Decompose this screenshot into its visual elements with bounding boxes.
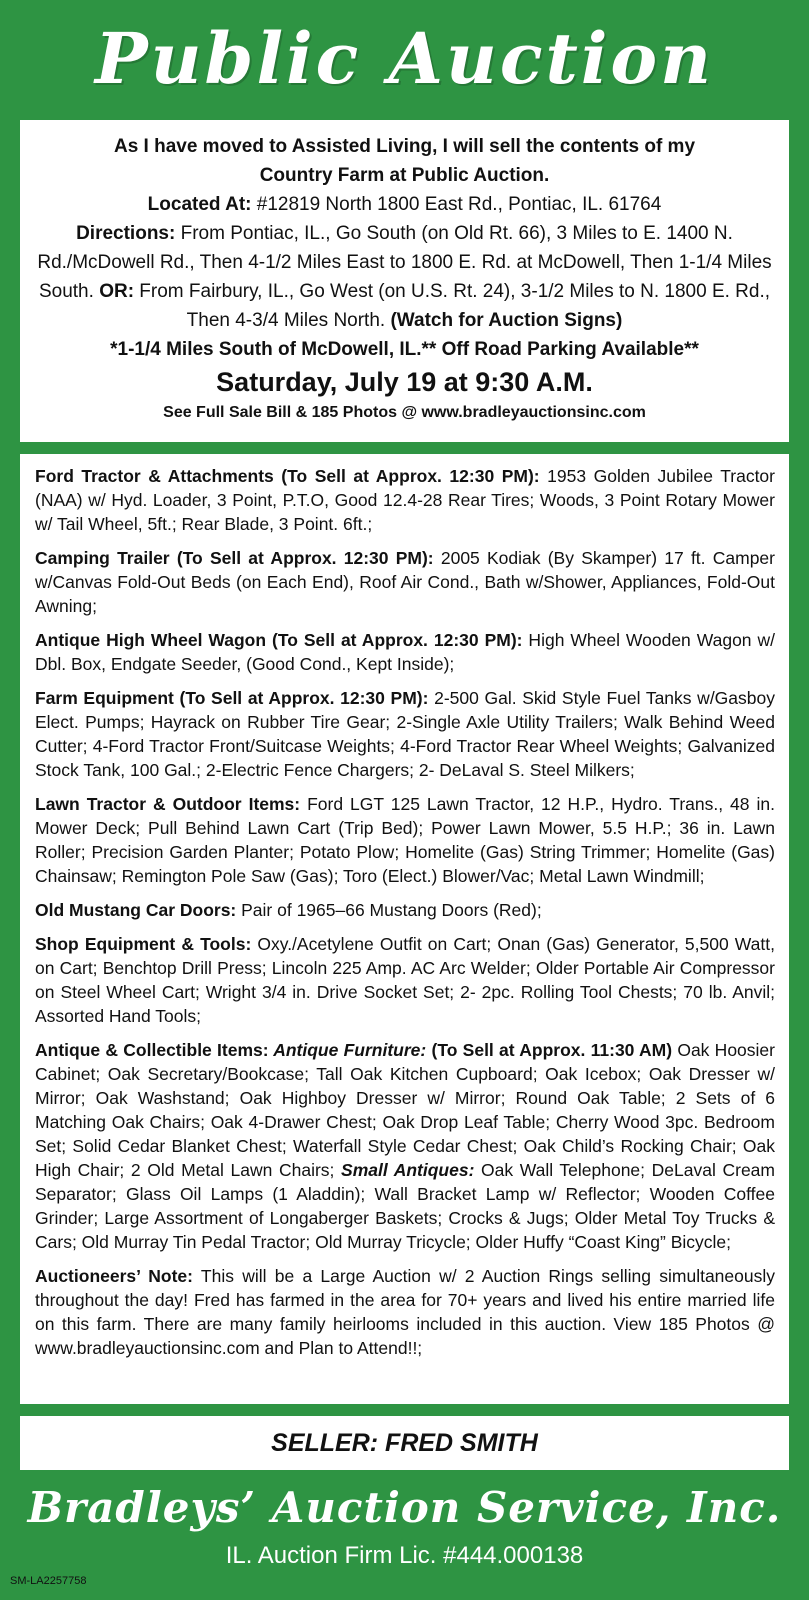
section-camping-trailer (35, 546, 775, 618)
section-text: Pair of 1965–66 Mustang Doors (Red); (236, 900, 542, 920)
section-lawn-tractor (35, 792, 775, 888)
section-text: Oak Hoosier Cabinet; Oak Secretary/Bookcase; Tall Oak Kitchen Cupboard; Oak Icebox; Oak Dresser w/ Mirror; Oak Washstand; Oak Highboy Dresser w/ Mirror; Round Oak Table; 2 Sets of 6 Matching Oak Chairs; Oak 4-Drawer Chest; Oak Drop Leaf Table; Cherry Wood 3pc. Bedroom Set; Solid Cedar Blanket Chest; Waterfall Style Cedar Chest; Oak Child’s Rocking Chair; Oak High Chair; 2 Old Metal Lawn Chairs; (35, 1040, 775, 1180)
section-text: 2-500 Gal. Skid Style Fuel Tanks w/Gasboy Elect. Pumps; Hayrack on Rubber Tire Gear; 2-Single Axle Utility Trailers; Walk Behind Weed Cutter; 4-Ford Tractor Front/Suitcase Weights; 4-Ford Tractor Rear Wheel Weights; Galvanized Stock Tank, 100 Gal.; 2-Electric Fence Chargers; 2- DeLaval S. Steel Milkers; (35, 688, 775, 780)
section-heading: Antique & Collectible Items: (35, 1040, 269, 1060)
section-heading: Shop Equipment & Tools: (35, 934, 252, 954)
section-heading: Lawn Tractor & Outdoor Items: (35, 794, 301, 814)
intro-box (20, 120, 789, 442)
section-text: Ford LGT 125 Lawn Tractor, 12 H.P., Hydro. Trans., 48 in. Mower Deck; Pull Behind Lawn Cart (Trip Bed); Power Lawn Mower, 5.5 H.P.; 36 in. Lawn Roller; Precision Garden Planter; Potato Plow; Homelite (Gas) String Trimmer; Homelite (Gas) Chainsaw; Remington Pole Saw (Gas); Toro (Elect.) Blower/Vac; Metal Lawn Windmill; (35, 794, 775, 886)
section-text: Oxy./Acetylene Outfit on Cart; Onan (Gas) Generator, 5,500 Watt, on Cart; Benchtop Drill Press; Lincoln 225 Amp. AC Arc Welder; Older Portable Air Compressor on Steel Wheel Cart; Wright 3/4 in. Drive Socket Set; 2- 2pc. Rolling Tool Chests; 70 lb. Anvil; Assorted Hand Tools; (35, 934, 775, 1026)
section-antiques (35, 1038, 775, 1254)
section-text: 2005 Kodiak (By Skamper) 17 ft. Camper w/Canvas Fold-Out Beds (on Each End), Roof Air Cond., Bath w/Shower, Appliances, Fold-Out Awning; (35, 548, 775, 616)
watch-signs: (Watch for Auction Signs) (390, 310, 623, 331)
directions-label: Directions: (76, 223, 176, 244)
auction-date: Saturday, July 19 at 9:30 A.M. (216, 367, 593, 397)
seller-name: SELLER: FRED SMITH (20, 1416, 789, 1470)
section-heading: Antique High Wheel Wagon (To Sell at Approx. 12:30 PM): (35, 630, 523, 650)
firm-name: Bradleys’ Auction Service, Inc. (27, 1483, 782, 1532)
item-listing (20, 454, 789, 1404)
section-timing: (To Sell at Approx. 11:30 AM) (426, 1040, 673, 1060)
section-heading: Ford Tractor & Attachments (To Sell at Approx. 12:30 PM): (35, 466, 540, 486)
parking-note: *1-1/4 Miles South of McDowell, IL.** Off Road Parking Available** (110, 339, 699, 360)
section-heading: Old Mustang Car Doors: (35, 900, 237, 920)
subheading-small-antiques: Small Antiques: (334, 1160, 475, 1180)
intro-line-1: As I have moved to Assisted Living, I will sell the contents of my (113, 136, 696, 157)
ad-code: SM-LA2257758 (10, 1575, 87, 1587)
location (34, 190, 775, 219)
section-auctioneers-note (35, 1264, 775, 1360)
section-heading: Farm Equipment (To Sell at Approx. 12:30 PM): (35, 688, 429, 708)
section-heading: Auctioneers’ Note: (35, 1266, 193, 1286)
section-mustang (35, 898, 775, 922)
intro-line-2: Country Farm at Public Auction. (259, 165, 550, 186)
section-wagon (35, 628, 775, 676)
section-farm-equipment (35, 686, 775, 782)
headline: Public Auction (95, 17, 714, 100)
section-shop (35, 932, 775, 1028)
website-line: See Full Sale Bill & 185 Photos @ www.bradleyauctionsinc.com (163, 404, 646, 421)
section-text: Oak Wall Telephone; DeLaval Cream Separator; Glass Oil Lamps (1 Aladdin); Wall Bracket Lamp w/ Reflector; Wooden Coffee Grinder; Large Assortment of Longaberger Baskets; Crocks & Jugs; Older Metal Toy Trucks & Cars; Old Murray Tin Pedal Tractor; Old Murray Tricycle; Older Huffy “Coast King” Bicycle; (35, 1160, 775, 1252)
section-text: This will be a Large Auction w/ 2 Auction Rings selling simultaneously throughout the day! Fred has farmed in the area for 70+ years and lived his entire married life on this farm. There are many family heirlooms included in this auction. View 185 Photos @ www.bradleyauctionsinc.com and Plan to Attend!!; (35, 1266, 775, 1358)
section-text: 1953 Golden Jubilee Tractor (NAA) w/ Hyd. Loader, 3 Point, P.T.O, Good 12.4-28 Rear Tires; Woods, 3 Point Rotary Mower w/ Tail Wheel, 5ft.; Rear Blade, 3 Point. 6ft.; (35, 466, 775, 534)
firm-license: IL. Auction Firm Lic. #444.000138 (225, 1542, 584, 1569)
section-ford-tractor (35, 464, 775, 536)
location-label: Located At: (147, 194, 252, 215)
section-heading: Camping Trailer (To Sell at Approx. 12:30 PM): (35, 548, 434, 568)
subheading-antique-furniture: Antique Furniture: (268, 1040, 427, 1060)
section-text: High Wheel Wooden Wagon w/ Dbl. Box, Endgate Seeder, (Good Cond., Kept Inside); (35, 630, 775, 674)
location-address: #12819 North 1800 East Rd., Pontiac, IL. 61764 (251, 194, 662, 215)
directions: Directions: From Pontiac, IL., Go South (on Old Rt. 66), 3 Miles to E. 1400 N. Rd./McDowell Rd., Then 4-1/2 Miles East to 1800 E. Rd. at McDowell, Then 1-1/4 Miles South. OR: From Fairbury, IL., Go West (on U.S. Rt. 24), 3-1/2 Miles to N. 1800 E. Rd., Then 4-3/4 Miles North. (Watch for Auction Signs) (37, 223, 772, 331)
